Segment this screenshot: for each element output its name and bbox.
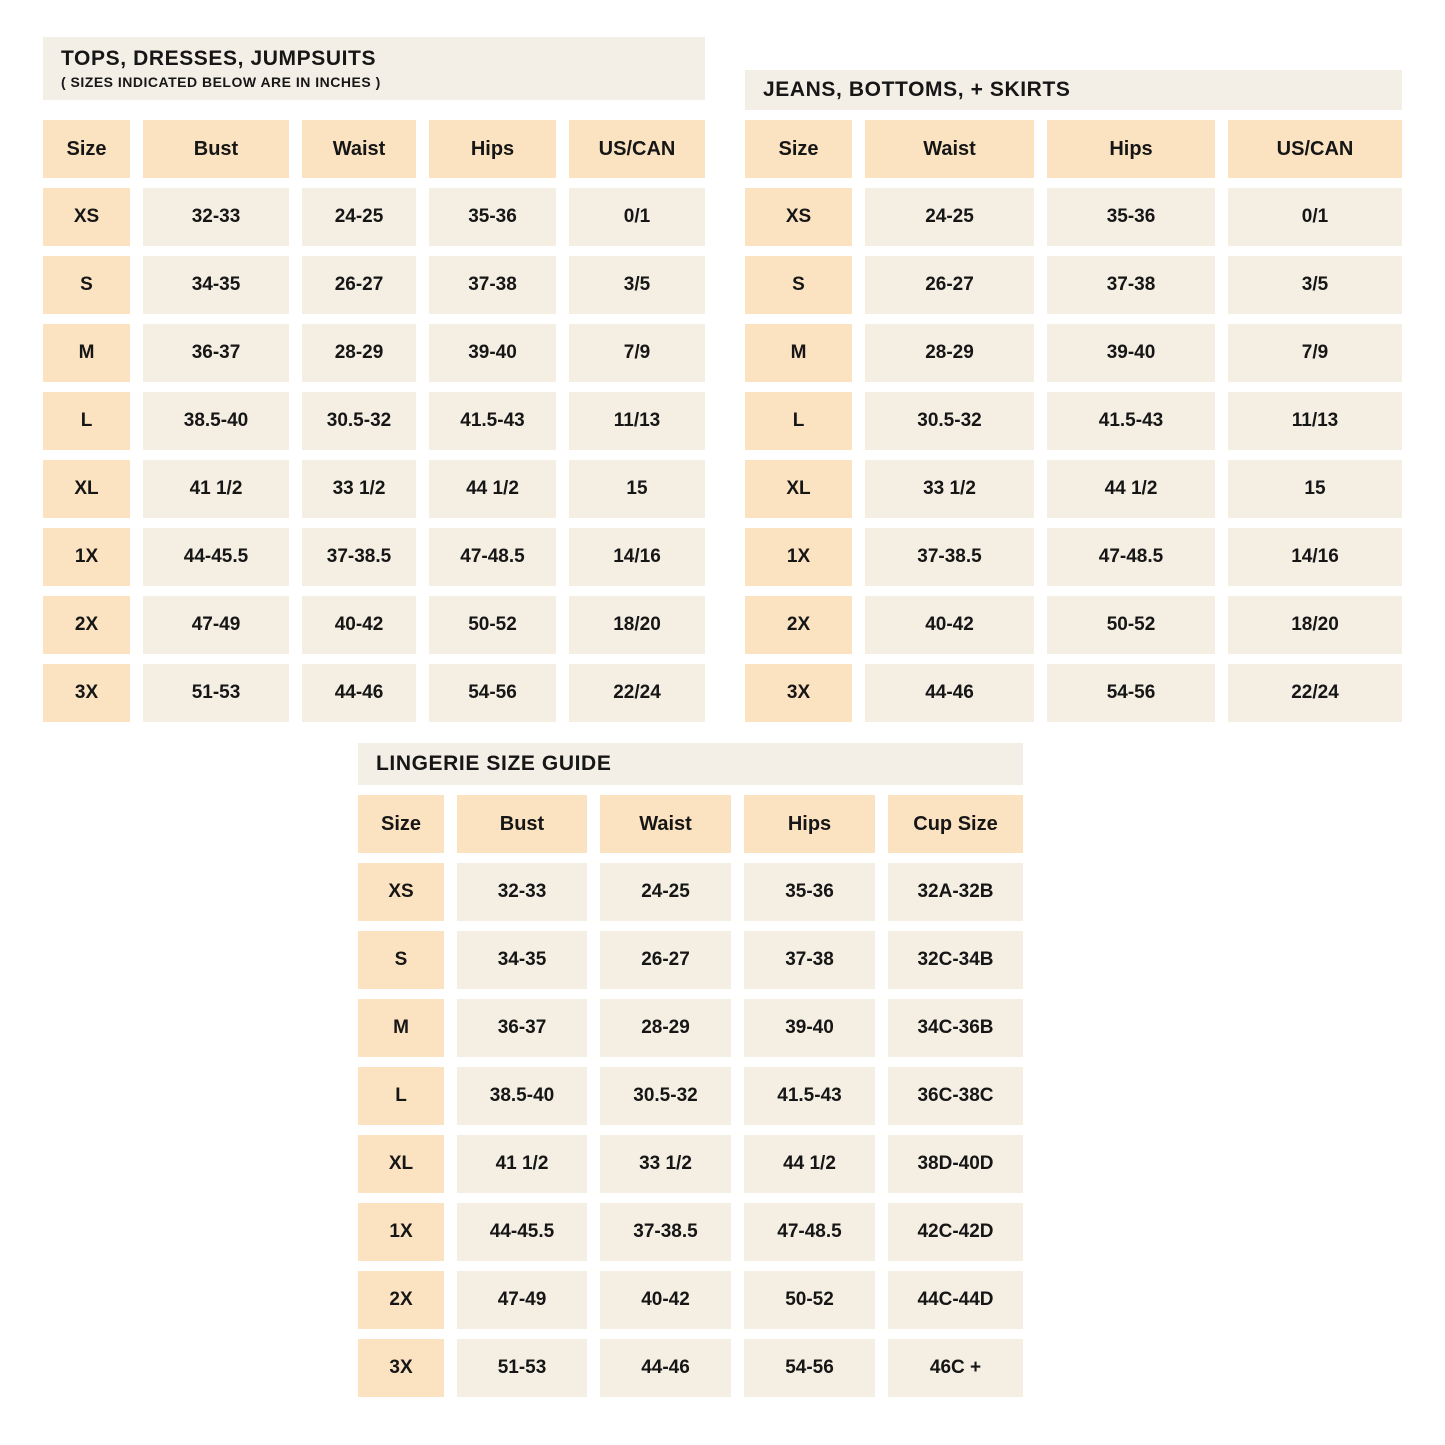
size-label-cell: L <box>745 392 852 450</box>
measurement-cell: 30.5-32 <box>600 1067 731 1125</box>
measurement-cell: 51-53 <box>143 664 289 722</box>
measurement-cell: 3/5 <box>569 256 705 314</box>
measurement-cell: 47-49 <box>457 1271 587 1329</box>
size-label-cell: 1X <box>745 528 852 586</box>
measurement-cell: 11/13 <box>1228 392 1402 450</box>
lingerie-size-table-section <box>358 743 1023 1397</box>
size-label-cell: M <box>43 324 130 382</box>
measurement-cell: 44 1/2 <box>744 1135 875 1193</box>
size-label-cell: 3X <box>43 664 130 722</box>
tops-size-table <box>43 120 705 722</box>
size-label-cell: 2X <box>43 596 130 654</box>
measurement-cell: 36C-38C <box>888 1067 1023 1125</box>
measurement-cell: 22/24 <box>569 664 705 722</box>
jeans-table-title: JEANS, BOTTOMS, + SKIRTS <box>763 77 1071 101</box>
measurement-cell: 35-36 <box>1047 188 1215 246</box>
measurement-cell: 28-29 <box>865 324 1034 382</box>
measurement-cell: 24-25 <box>600 863 731 921</box>
measurement-cell: 44 1/2 <box>429 460 556 518</box>
column-header-size: Size <box>43 120 130 178</box>
measurement-cell: 46C + <box>888 1339 1023 1397</box>
measurement-cell: 28-29 <box>302 324 416 382</box>
measurement-cell: 37-38.5 <box>865 528 1034 586</box>
size-label-cell: 2X <box>358 1271 444 1329</box>
measurement-cell: 26-27 <box>302 256 416 314</box>
measurement-cell: 44 1/2 <box>1047 460 1215 518</box>
tops-table-title: TOPS, DRESSES, JUMPSUITS <box>61 47 377 71</box>
measurement-cell: 0/1 <box>569 188 705 246</box>
measurement-cell: 54-56 <box>1047 664 1215 722</box>
measurement-cell: 14/16 <box>1228 528 1402 586</box>
size-label-cell: S <box>358 931 444 989</box>
measurement-cell: 47-48.5 <box>429 528 556 586</box>
measurement-cell: 24-25 <box>865 188 1034 246</box>
lingerie-size-table <box>358 795 1023 1397</box>
measurement-cell: 3/5 <box>1228 256 1402 314</box>
measurement-cell: 34C-36B <box>888 999 1023 1057</box>
measurement-cell: 7/9 <box>1228 324 1402 382</box>
measurement-cell: 47-48.5 <box>1047 528 1215 586</box>
measurement-cell: 33 1/2 <box>865 460 1034 518</box>
measurement-cell: 18/20 <box>1228 596 1402 654</box>
tops-size-table-section <box>43 37 705 722</box>
size-label-cell: XS <box>43 188 130 246</box>
measurement-cell: 44-46 <box>865 664 1034 722</box>
column-header-size: Size <box>358 795 444 853</box>
measurement-cell: 36-37 <box>143 324 289 382</box>
measurement-cell: 37-38 <box>1047 256 1215 314</box>
column-header-waist: Waist <box>302 120 416 178</box>
measurement-cell: 40-42 <box>600 1271 731 1329</box>
size-label-cell: XS <box>745 188 852 246</box>
measurement-cell: 18/20 <box>569 596 705 654</box>
measurement-cell: 33 1/2 <box>302 460 416 518</box>
measurement-cell: 0/1 <box>1228 188 1402 246</box>
measurement-cell: 35-36 <box>744 863 875 921</box>
measurement-cell: 33 1/2 <box>600 1135 731 1193</box>
size-label-cell: M <box>358 999 444 1057</box>
column-header-cup-size: Cup Size <box>888 795 1023 853</box>
column-header-hips: Hips <box>429 120 556 178</box>
size-label-cell: 2X <box>745 596 852 654</box>
column-header-bust: Bust <box>143 120 289 178</box>
measurement-cell: 39-40 <box>429 324 556 382</box>
tops-table-title-band <box>43 37 705 100</box>
jeans-table-title-band <box>745 70 1402 110</box>
measurement-cell: 24-25 <box>302 188 416 246</box>
measurement-cell: 50-52 <box>744 1271 875 1329</box>
size-label-cell: S <box>745 256 852 314</box>
measurement-cell: 44-45.5 <box>143 528 289 586</box>
measurement-cell: 22/24 <box>1228 664 1402 722</box>
measurement-cell: 40-42 <box>302 596 416 654</box>
measurement-cell: 38D-40D <box>888 1135 1023 1193</box>
measurement-cell: 14/16 <box>569 528 705 586</box>
size-label-cell: XL <box>43 460 130 518</box>
measurement-cell: 30.5-32 <box>865 392 1034 450</box>
measurement-cell: 15 <box>1228 460 1402 518</box>
measurement-cell: 47-48.5 <box>744 1203 875 1261</box>
column-header-size: Size <box>745 120 852 178</box>
measurement-cell: 26-27 <box>600 931 731 989</box>
measurement-cell: 34-35 <box>457 931 587 989</box>
size-label-cell: 1X <box>43 528 130 586</box>
measurement-cell: 35-36 <box>429 188 556 246</box>
measurement-cell: 37-38.5 <box>600 1203 731 1261</box>
measurement-cell: 34-35 <box>143 256 289 314</box>
measurement-cell: 47-49 <box>143 596 289 654</box>
measurement-cell: 7/9 <box>569 324 705 382</box>
column-header-hips: Hips <box>1047 120 1215 178</box>
measurement-cell: 37-38 <box>744 931 875 989</box>
measurement-cell: 41 1/2 <box>457 1135 587 1193</box>
measurement-cell: 42C-42D <box>888 1203 1023 1261</box>
column-header-us-can: US/CAN <box>569 120 705 178</box>
measurement-cell: 32-33 <box>457 863 587 921</box>
tops-table-subtitle: ( SIZES INDICATED BELOW ARE IN INCHES ) <box>61 73 381 90</box>
measurement-cell: 41.5-43 <box>1047 392 1215 450</box>
measurement-cell: 32A-32B <box>888 863 1023 921</box>
size-label-cell: 3X <box>358 1339 444 1397</box>
measurement-cell: 51-53 <box>457 1339 587 1397</box>
measurement-cell: 38.5-40 <box>457 1067 587 1125</box>
column-header-us-can: US/CAN <box>1228 120 1402 178</box>
measurement-cell: 39-40 <box>744 999 875 1057</box>
measurement-cell: 30.5-32 <box>302 392 416 450</box>
size-label-cell: XL <box>358 1135 444 1193</box>
jeans-size-table <box>745 120 1402 722</box>
lingerie-table-title-band <box>358 743 1023 785</box>
measurement-cell: 54-56 <box>429 664 556 722</box>
column-header-bust: Bust <box>457 795 587 853</box>
measurement-cell: 50-52 <box>429 596 556 654</box>
size-label-cell: L <box>358 1067 444 1125</box>
measurement-cell: 50-52 <box>1047 596 1215 654</box>
column-header-waist: Waist <box>865 120 1034 178</box>
size-label-cell: 3X <box>745 664 852 722</box>
column-header-hips: Hips <box>744 795 875 853</box>
measurement-cell: 11/13 <box>569 392 705 450</box>
measurement-cell: 36-37 <box>457 999 587 1057</box>
measurement-cell: 44-45.5 <box>457 1203 587 1261</box>
measurement-cell: 38.5-40 <box>143 392 289 450</box>
measurement-cell: 26-27 <box>865 256 1034 314</box>
measurement-cell: 37-38 <box>429 256 556 314</box>
measurement-cell: 41 1/2 <box>143 460 289 518</box>
column-header-waist: Waist <box>600 795 731 853</box>
measurement-cell: 32-33 <box>143 188 289 246</box>
lingerie-table-title: LINGERIE SIZE GUIDE <box>376 751 612 775</box>
measurement-cell: 32C-34B <box>888 931 1023 989</box>
measurement-cell: 40-42 <box>865 596 1034 654</box>
measurement-cell: 15 <box>569 460 705 518</box>
measurement-cell: 37-38.5 <box>302 528 416 586</box>
size-label-cell: 1X <box>358 1203 444 1261</box>
measurement-cell: 54-56 <box>744 1339 875 1397</box>
size-label-cell: L <box>43 392 130 450</box>
measurement-cell: 39-40 <box>1047 324 1215 382</box>
measurement-cell: 28-29 <box>600 999 731 1057</box>
measurement-cell: 44C-44D <box>888 1271 1023 1329</box>
jeans-size-table-section <box>745 70 1402 722</box>
size-label-cell: XL <box>745 460 852 518</box>
measurement-cell: 41.5-43 <box>429 392 556 450</box>
size-label-cell: M <box>745 324 852 382</box>
measurement-cell: 41.5-43 <box>744 1067 875 1125</box>
size-label-cell: S <box>43 256 130 314</box>
size-label-cell: XS <box>358 863 444 921</box>
measurement-cell: 44-46 <box>600 1339 731 1397</box>
measurement-cell: 44-46 <box>302 664 416 722</box>
